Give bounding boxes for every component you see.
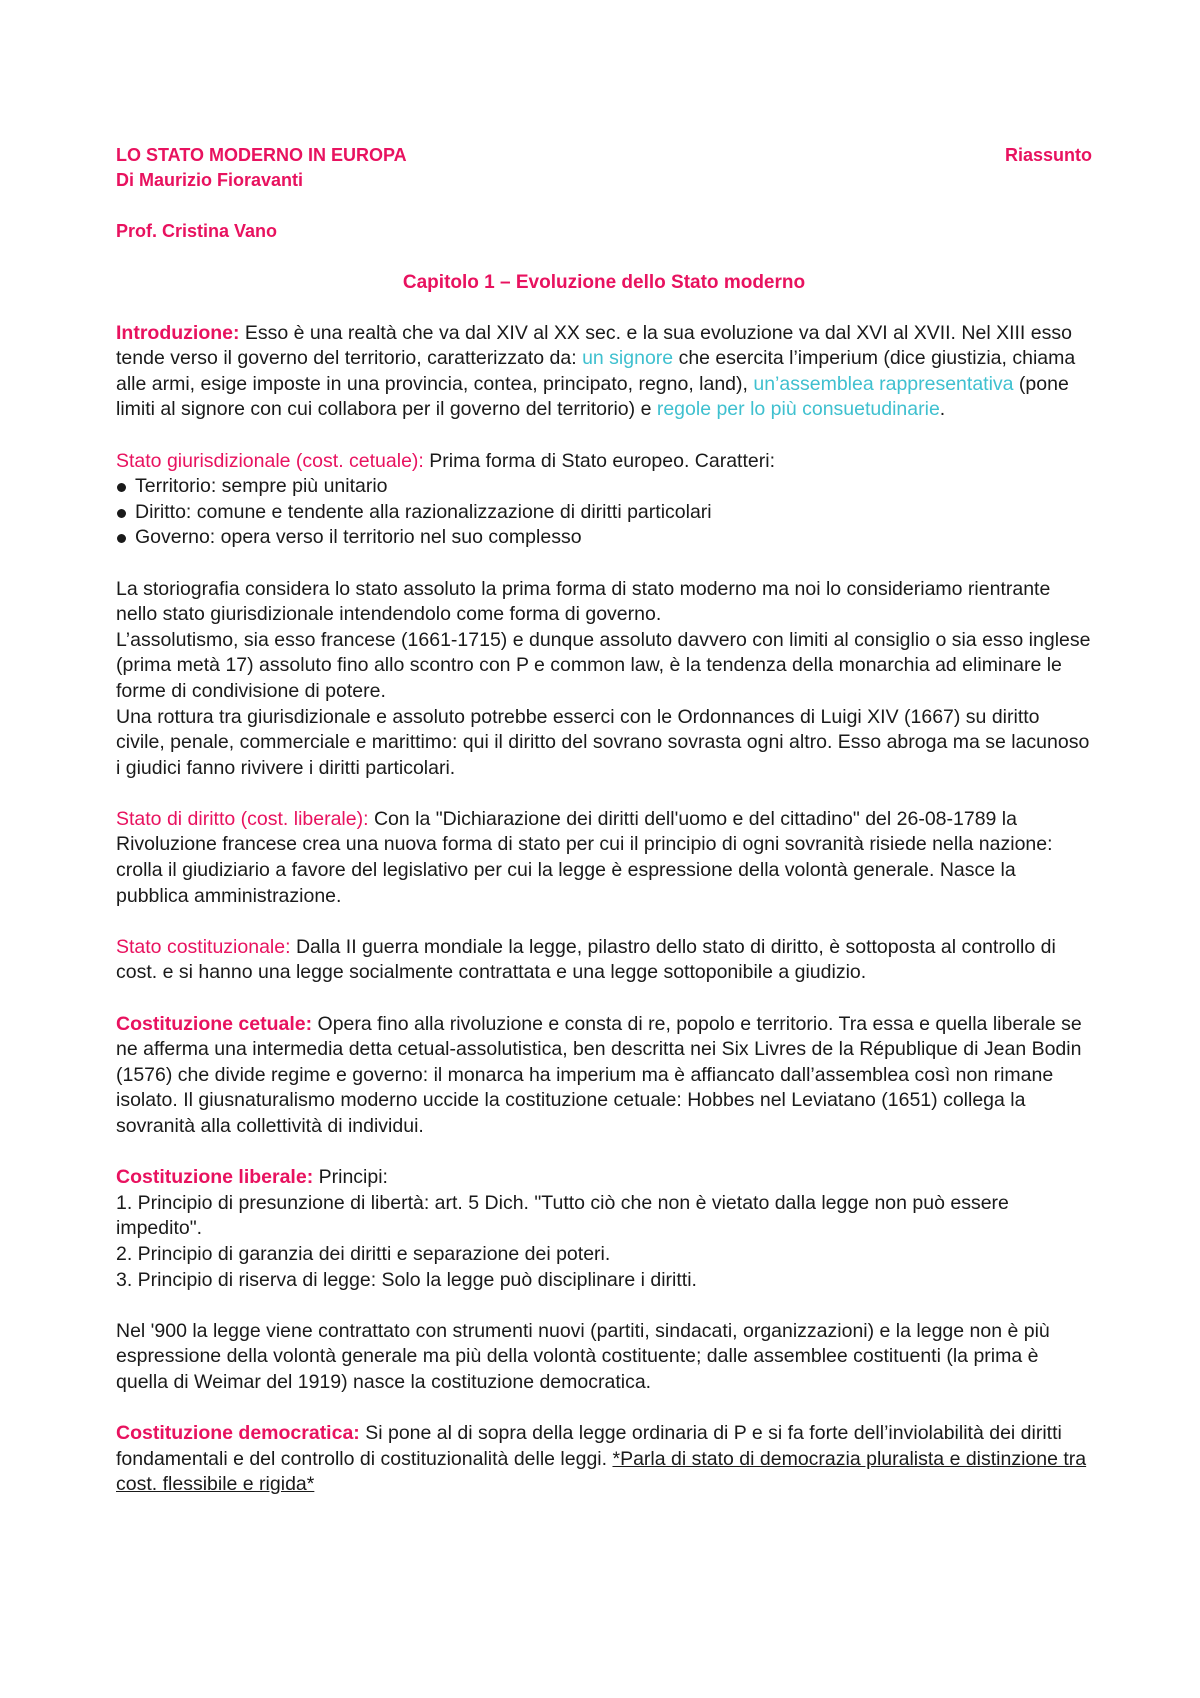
intro-text-3: (pone limiti al signore con cui collabora per il governo del territorio) e — [116, 372, 1069, 421]
intro-text-4: . — [939, 398, 946, 421]
intro-text-2: che esercita l’imperium (dice giustizia, chiama alle armi, esige imposte in una provincia, contea, principato, regno, land), — [116, 347, 1076, 395]
summary-tag: Riassunto — [1004, 145, 1092, 165]
list-item-text: Governo: opera verso il territorio nel suo complesso — [135, 526, 582, 549]
bullet-icon — [117, 509, 126, 518]
democratica-note: *Parla di stato di democrazia pluralista e distinzione tra cost. flessibile e rigida* — [116, 1447, 1087, 1496]
cetuale-label: Costituzione cetuale: — [116, 1012, 313, 1035]
intro-highlight-assemblea: un’assemblea rappresentativa — [753, 372, 1014, 395]
assolutismo-line: L’assolutismo, sia esso francese (1661-1715) e dunque assoluto davvero con limiti al consiglio o sia esso inglese (prima metà 17) assoluto fino allo scontro con P e common law, è la tendenza della monarchia ad eliminare le forme di condivisione di potere. — [116, 628, 1091, 702]
intro-paragraph — [116, 321, 1092, 423]
liberale-paragraph — [116, 1165, 1092, 1191]
professor-line: Prof. Cristina Vano — [116, 221, 278, 241]
list-item — [116, 474, 1092, 500]
author-line: Di Maurizio Fioravanti — [116, 170, 304, 190]
democratica-text: Si pone al di sopra della legge ordinaria di P e si fa forte dell’inviolabilità dei diritti fondamentali e del controllo di costituzionalità delle leggi. — [116, 1422, 1062, 1470]
democratica-label: Costituzione democratica: — [116, 1422, 360, 1445]
giurisdizionale-label: Stato giurisdizionale (cost. cetuale): — [116, 449, 424, 472]
stato-diritto-label: Stato di diritto (cost. liberale): — [116, 807, 369, 830]
giurisdizionale-text: Prima forma di Stato europeo. Caratteri: — [423, 449, 775, 472]
intro-label: Introduzione: — [116, 321, 240, 344]
stato-diritto-text: Con la "Dichiarazione dei diritti dell'uomo e del cittadino" del 26-08-1789 la Rivoluzione francese crea una nuova forma di stato per cui il principio di ogni sovranità risiede nella nazione: crolla il giudiziario a favore del legislativo per cui la legge è espressione della volontà generale. Nasce la pubblica amministrazione. — [116, 807, 1053, 907]
stato-costituzionale-paragraph — [116, 935, 1092, 986]
storiografia-line: La storiografia considera lo stato assoluto la prima forma di stato moderno ma noi lo consideriamo rientrante nello stato giurisdizionale intendendolo come forma di governo. — [116, 577, 1051, 626]
storiografia-block — [116, 577, 1092, 782]
list-item: 2. Principio di garanzia dei diritti e separazione dei poteri. — [116, 1242, 611, 1265]
chapter-heading: Capitolo 1 – Evoluzione dello Stato moderno — [402, 272, 806, 293]
cetuale-text: Opera fino alla rivoluzione e consta di re, popolo e territorio. Tra essa e quella liberale se ne afferma una intermedia detta cetual-assolutistica, ben descritta nei Six Livres de la République di Jean Bodin (1576) che divide regime e governo: il monarca ha imperium ma è affiancato dall’assemblea così non rimane isolato. Il giusnaturalismo moderno uccide la costituzione cetuale: Hobbes nel Leviatano (1651) collega la sovranità alla collettività di individui. — [116, 1012, 1082, 1137]
stato-diritto-paragraph — [116, 807, 1092, 909]
document-header — [116, 143, 1092, 168]
giurisdizionale-paragraph — [116, 449, 1092, 475]
bullet-icon — [117, 483, 126, 492]
document-title: LO STATO MODERNO IN EUROPA — [116, 145, 407, 165]
cetuale-paragraph — [116, 1012, 1092, 1140]
caratteri-list — [116, 474, 1092, 551]
list-item-text: Territorio: sempre più unitario — [135, 475, 388, 498]
democratica-paragraph — [116, 1421, 1092, 1498]
stato-costituzionale-text: Dalla II guerra mondiale la legge, pilastro dello stato di diritto, è sottoposta al controllo di cost. e si hanno una legge socialmente contrattata e una legge sottoponibile a giudizio. — [116, 935, 1056, 984]
bullet-icon — [117, 534, 126, 543]
list-item: 3. Principio di riserva di legge: Solo la legge può disciplinare i diritti. — [116, 1268, 697, 1291]
intro-highlight-regole: regole per lo più consuetudinarie — [656, 398, 940, 421]
liberale-text: Principi: — [313, 1166, 388, 1189]
intro-highlight-signore: un signore — [582, 347, 674, 370]
novecento-paragraph: Nel '900 la legge viene contrattato con strumenti nuovi (partiti, sindacati, organizzazioni) e la legge non è più espressione della volontà generale ma più della volontà costituente; dalle assemblee costituenti (la prima è quella di Weimar del 1919) nasce la costituzione democratica. — [116, 1319, 1050, 1393]
intro-text-1: Esso è una realtà che va dal XIV al XX sec. e la sua evoluzione va dal XVI al XVII. Nel XIII esso tende verso il governo del territorio, caratterizzato da: — [116, 321, 1072, 370]
list-item — [116, 525, 1092, 551]
liberale-label: Costituzione liberale: — [116, 1166, 314, 1189]
stato-costituzionale-label: Stato costituzionale: — [116, 935, 291, 958]
list-item: 1. Principio di presunzione di libertà: art. 5 Dich. "Tutto ciò che non è vietato dalla legge non può essere impedito". — [116, 1191, 1009, 1240]
ordonnances-line: Una rottura tra giurisdizionale e assoluto potrebbe esserci con le Ordonnances di Luigi XIV (1667) su diritto civile, penale, commerciale e marittimo: qui il diritto del sovrano sovrasta ogni altro. Esso abroga ma se lacunoso i giudici fanno rivivere i diritti particolari. — [116, 705, 1090, 779]
list-item — [116, 500, 1092, 526]
list-item-text: Diritto: comune e tendente alla razionalizzazione di diritti particolari — [135, 500, 712, 523]
principi-list — [116, 1191, 1092, 1293]
